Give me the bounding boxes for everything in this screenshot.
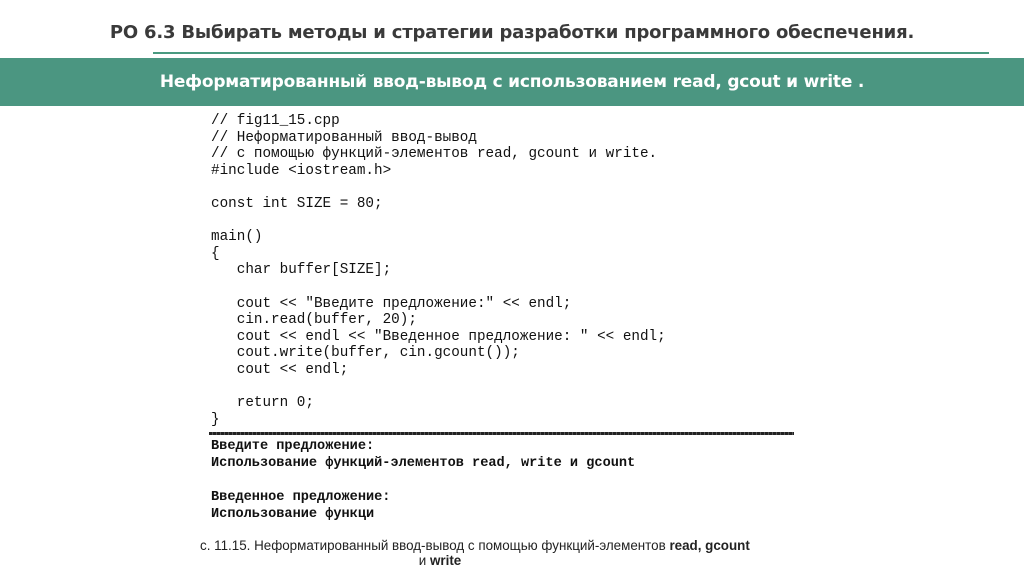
output-divider (209, 432, 794, 435)
subtitle-text: Неформатированный ввод-вывод с использованием read, gcout и write . (159, 72, 865, 92)
code-line: #include <iostream.h> (211, 162, 392, 179)
caption-line-2 (200, 553, 800, 568)
figure-caption (200, 538, 800, 568)
code-line: // fig11_15.cpp (211, 113, 340, 129)
code-line: cout << endl << "Введенное предложение: " << endl; (211, 328, 666, 345)
code-line: cout.write(buffer, cin.gcount()); (211, 345, 520, 362)
caption-bold-1: read, gcount (669, 538, 750, 553)
code-line: // с помощью функций-элементов read, gcount и write. (211, 146, 658, 163)
code-line: cout << "Введите предложение:" << endl; (211, 295, 572, 312)
caption-bold-2: write (429, 553, 462, 568)
code-line: cin.read(buffer, 20); (211, 312, 417, 329)
code-line: main() (211, 229, 263, 246)
title-divider (153, 52, 989, 54)
code-line: return 0; (211, 395, 314, 412)
slide-title: РО 6.3 Выбирать методы и стратегии разработки программного обеспечения. (109, 22, 915, 43)
code-line: const int SIZE = 80; (211, 195, 383, 212)
output-line: Использование функций-элементов read, write и gcount (211, 456, 636, 471)
output-line: Введите предложение: (211, 439, 375, 454)
code-listing (211, 113, 666, 428)
code-line: cout << endl; (211, 361, 349, 378)
program-output (211, 438, 635, 523)
code-line: } (211, 411, 220, 428)
output-line: Использование функци (211, 507, 375, 522)
caption-text: Неформатированный ввод-вывод с помощью функций-элементов (250, 538, 670, 553)
code-line: char buffer[SIZE]; (211, 262, 392, 279)
output-line: Введенное предложение: (211, 490, 391, 505)
caption-prefix: с. 11.15. (200, 538, 251, 553)
code-line: // Неформатированный ввод-вывод (211, 129, 477, 146)
code-line: { (211, 245, 220, 262)
caption-and: и (418, 553, 430, 568)
